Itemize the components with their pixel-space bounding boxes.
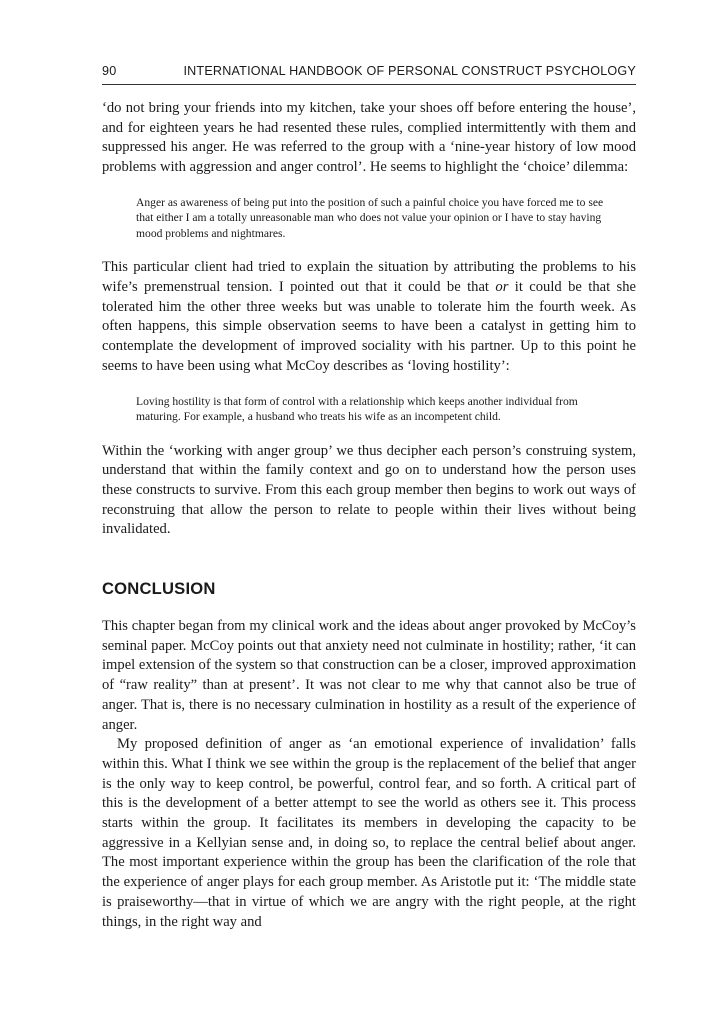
block-quote-loving-hostility: Loving hostility is that form of control with a relationship which keeps another individual from maturing. For example, a husband who treats his wife as an incompetent child. — [136, 394, 578, 424]
paragraph-4: This chapter began from my clinical work and the ideas about anger provoked by McCoy’s seminal paper. McCoy points out that anxiety need not culminate in hostility; rather, ‘it can impel extension of the system so that construction can be a closer, improved approximation of “raw reality” than at present’. It was not clear to me why that cannot also be true of anger. That is, there is no necessary culmination in hostility as a result of the experience of anger. — [102, 618, 636, 733]
paragraph-5: My proposed definition of anger as ‘an emotional experience of invalidation’ falls within this. What I think we see within the group is the replacement of the belief that anger is the only way to keep control, be powerful, control fear, and so forth. A critical part of this is the development of a better attempt to see the world as others see it. This process starts within the group. It facilitates its members in developing the capacity to be aggressive in a Kellyian sense and, in doing so, to replace the central belief about anger. The most important experience within the group has been the clarification of the role that the experience of anger plays for each group member. As Aristotle put it: ‘The middle state is praiseworthy—that in virtue of which we are angry with the right people, at the right things, in the right way and — [102, 736, 636, 930]
paragraph-3: Within the ‘working with anger group’ we thus decipher each person’s construing system, understand that within the family context and go on to understand how the person uses these constructs to survive. From this each group member then begins to work out ways of reconstruing that allow the person to relate to people within their lives without being invalidated. — [102, 442, 636, 538]
page-number: 90 — [102, 64, 117, 78]
running-title: INTERNATIONAL HANDBOOK OF PERSONAL CONSTRUCT PSYCHOLOGY — [183, 64, 636, 78]
paragraph-1: ‘do not bring your friends into my kitchen, take your shoes off before entering the house’, and for eighteen years he had resented these rules, complied intermittently with them and suppressed his anger. He was referred to the group with a ‘nine-year history of low mood problems with aggression and anger control’. He seems to highlight the ‘choice’ dilemma: — [102, 100, 636, 176]
running-header — [102, 64, 636, 85]
paragraph-2 — [102, 258, 636, 376]
paragraph-2-part-b: it could be that she tolerated him the other three weeks but was unable to tolerate him the fourth week. As often happens, this simple observation seems to have been a catalyst in getting him to contemplate the development of improved sociality with his partner. Up to this point he seems to have been using what McCoy describes as ‘loving hostility’: — [102, 279, 637, 374]
book-page — [102, 64, 636, 932]
paragraph-2-part-a: This particular client had tried to explain the situation by attributing the problems to his wife’s premenstrual tension. I pointed out that it could be that — [102, 259, 636, 296]
paragraph-2-italic-or: or — [495, 279, 509, 296]
block-quote-anger: Anger as awareness of being put into the position of such a painful choice you have forced me to see that either I am a totally unreasonable man who does not value your opinion or I have to stay having mood problems and nightmares. — [136, 195, 604, 240]
section-heading-conclusion: CONCLUSION — [102, 579, 216, 599]
